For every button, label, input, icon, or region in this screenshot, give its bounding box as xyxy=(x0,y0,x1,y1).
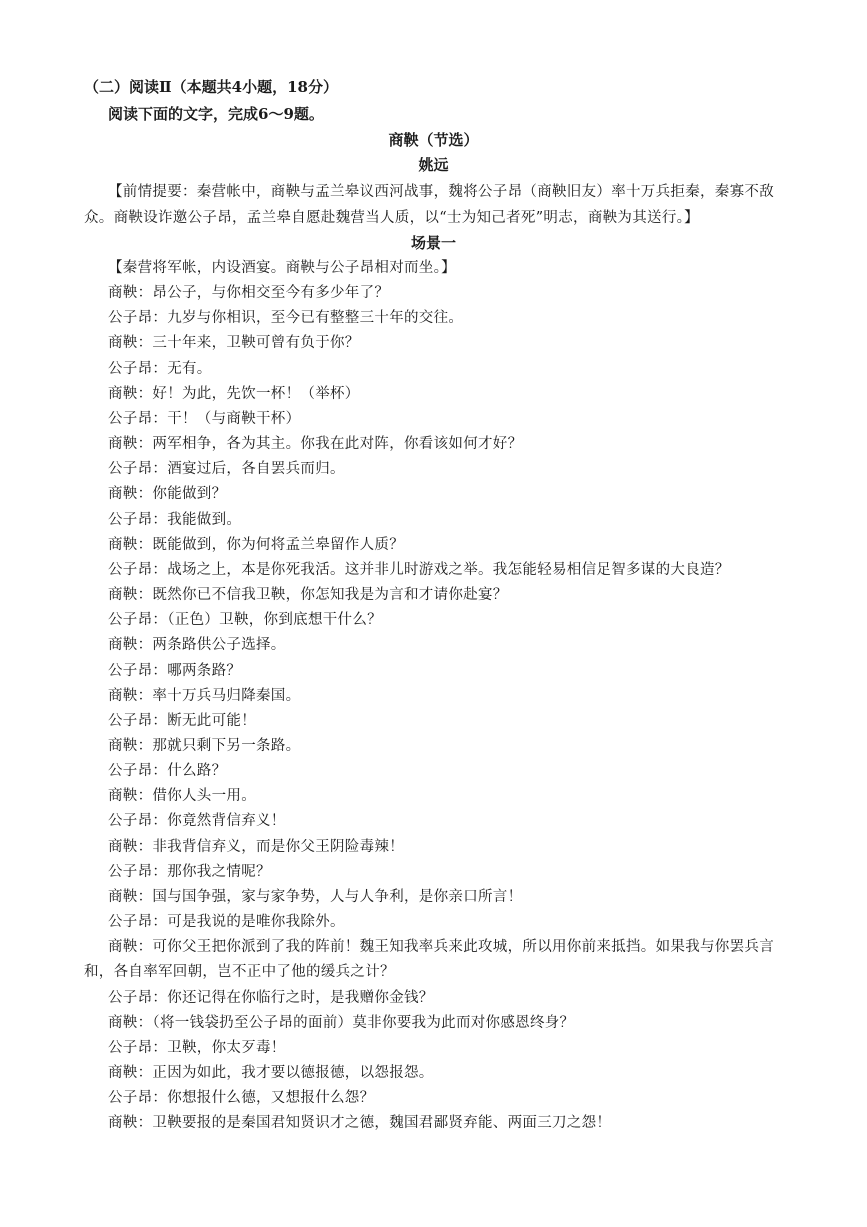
dialogue-line: 商鞅：非我背信弃义，而是你父王阴险毒辣！ xyxy=(108,838,404,855)
dialogue-line: 商鞅：好！为此，先饮一杯！（举杯） xyxy=(108,385,360,402)
dialogue-line: 公子昂：战场之上，本是你死我活。这并非儿时游戏之举。我怎能轻易相信足智多谋的大良造？ xyxy=(108,561,730,578)
dialogue-line: 商鞅：两条路供公子选择。 xyxy=(108,637,286,654)
dialogue-line: 商鞅：借你人头一用。 xyxy=(108,788,256,805)
scene-title: 场景一 xyxy=(410,234,456,252)
dialogue-line: 商鞅：那就只剩下另一条路。 xyxy=(108,737,301,754)
dialogue-line: 公子昂：你想报什么德，又想报什么怨？ xyxy=(108,1090,375,1107)
dialogue-body xyxy=(84,256,790,1136)
plot-summary: 【前情提要：秦营帐中，商鞅与孟兰皋议西河战事，魏将公子昂（商鞅旧友）率十万兵拒秦，秦寡不敌众。商鞅设诈邀公子昂，孟兰皋自愿赴魏营当人质，以“士为知己者死”明志，商鞅为其送行。】 xyxy=(84,184,774,226)
dialogue-line: 公子昂：什么路？ xyxy=(108,763,227,780)
section-heading: （二）阅读Ⅱ（本题共4小题，18分） xyxy=(84,78,338,96)
dialogue-line: 公子昂：你竟然背信弃义！ xyxy=(108,813,286,830)
dialogue-line: 公子昂：可是我说的是唯你我除外。 xyxy=(108,914,345,931)
dialogue-line: 公子昂：我能做到。 xyxy=(108,511,242,528)
dialogue-line: 商鞅：卫鞅要报的是秦国君知贤识才之德，魏国君鄙贤弃能、两面三刀之怨！ xyxy=(108,1115,612,1132)
dialogue-line: 商鞅：三十年来，卫鞅可曾有负于你？ xyxy=(108,335,360,352)
dialogue-line: 公子昂：卫鞅，你太歹毒！ xyxy=(108,1039,286,1056)
reading-instruction: 阅读下面的文字，完成6～9题。 xyxy=(108,105,324,123)
dialogue-line: 公子昂：哪两条路？ xyxy=(108,662,242,679)
dialogue-line: 商鞅：国与国争强，家与家争势，人与人争利，是你亲口所言！ xyxy=(108,888,523,905)
passage-title: 商鞅（节选） xyxy=(388,131,479,149)
dialogue-line: 公子昂：无有。 xyxy=(108,360,212,377)
dialogue-line: 公子昂：干！（与商鞅干杯） xyxy=(108,410,301,427)
dialogue-line: 公子昂：（正色）卫鞅，你到底想干什么？ xyxy=(108,612,382,629)
dialogue-line: 商鞅：正因为如此，我才要以德报德，以怨报怨。 xyxy=(108,1065,434,1081)
passage-author: 姚远 xyxy=(418,156,449,174)
dialogue-line: 公子昂：酒宴过后，各自罢兵而归。 xyxy=(108,461,345,478)
dialogue-line: 商鞅：两军相争，各为其主。你我在此对阵，你看该如何才好？ xyxy=(108,436,523,453)
dialogue-line: 公子昂：九岁与你相识，至今已有整整三十年的交往。 xyxy=(108,310,464,327)
dialogue-line: 公子昂：那你我之情呢？ xyxy=(108,863,271,880)
dialogue-line: 商鞅：率十万兵马归降秦国。 xyxy=(108,687,301,704)
stage-direction: 【秦营将军帐，内设酒宴。商鞅与公子昂相对而坐。】 xyxy=(108,260,456,276)
dialogue-line: 商鞅：既能做到，你为何将孟兰皋留作人质？ xyxy=(108,536,404,553)
dialogue-line: 商鞅：你能做到？ xyxy=(108,486,227,503)
dialogue-line: 公子昂：你还记得在你临行之时，是我赠你金钱？ xyxy=(108,989,434,1006)
dialogue-line: 商鞅：（将一钱袋扔至公子昂的面前）莫非你要我为此而对你感恩终身？ xyxy=(108,1014,575,1031)
dialogue-line: 商鞅：昂公子，与你相交至今有多少年了？ xyxy=(108,285,390,302)
dialogue-line: 商鞅：可你父王把你派到了我的阵前！魏王知我率兵来此攻城，所以用你前来抵挡。如果我与你罢兵言和，各自率军回朝，岂不正中了他的缓兵之计？ xyxy=(84,939,774,981)
dialogue-line: 商鞅：既然你已不信我卫鞅，你怎知我是为言和才请你赴宴？ xyxy=(108,587,508,604)
dialogue-line: 公子昂：断无此可能！ xyxy=(108,712,256,729)
